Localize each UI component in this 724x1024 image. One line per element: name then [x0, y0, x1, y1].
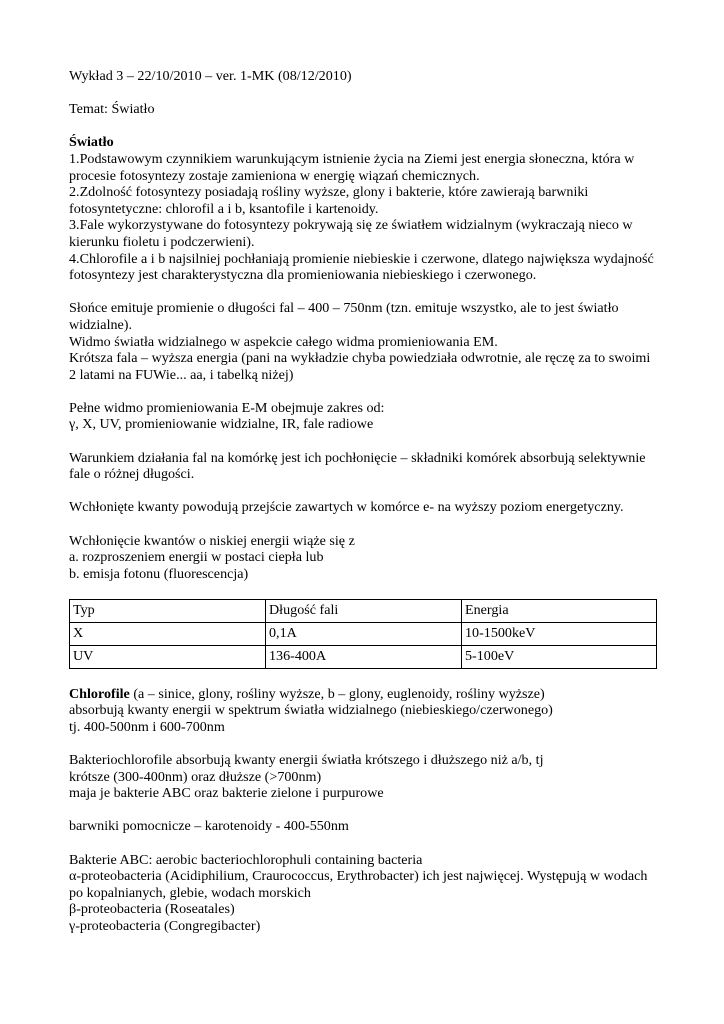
chlorophyll-line-3: tj. 400-500nm i 600-700nm: [69, 718, 225, 735]
low-energy-line-2: a. rozproszeniem energii w postaci ciepła lub: [69, 549, 324, 566]
chlorophyll-line-2: absorbują kwanty energii w spektrum światła widzialnego (niebieskiego/czerwonego): [69, 702, 553, 719]
low-energy-line-3: b. emisja fotonu (fluorescencja): [69, 565, 249, 582]
table-header-row: [70, 600, 657, 623]
spectrum-line-1: Pełne widmo promieniowania E-M obejmuje zakres od:: [69, 399, 385, 416]
abc-line-3: β-proteobacteria (Roseatales): [69, 901, 235, 918]
table-cell: X: [70, 623, 266, 646]
lecture-header: Wykład 3 – 22/10/2010 – ver. 1-MK (08/12/2010): [69, 68, 352, 84]
absorption-paragraph: Warunkiem działania fal na komórkę jest ich pochłonięcie – składniki komórek absorbują selektywnie fale o różnej długości.: [69, 449, 646, 483]
radiation-table: [69, 599, 657, 669]
topic-line: Temat: Światło: [69, 101, 155, 118]
chlorophyll-description: (a – sinice, glony, rośliny wyższe, b – glony, euglenoidy, rośliny wyższe): [129, 685, 545, 702]
low-energy-line-1: Wchłonięcie kwantów o niskiej energii wiąże się z: [69, 532, 355, 549]
table-header-cell: Energia: [462, 600, 657, 623]
abc-line-4: γ-proteobacteria (Congregibacter): [69, 917, 261, 934]
bacteriochlorophyll-line-2: krótsze (300-400nm) oraz dłuższe (>700nm): [69, 768, 322, 785]
sun-line-3: Krótsza fala – wyższa energia (pani na wykładzie chyba powiedziała odwrotnie, ale ręczę za to swoimi 2 latami na FUWie... aa, i tabelką niżej): [69, 350, 651, 383]
chlorophyll-term: Chlorofile: [69, 685, 130, 702]
point-4: 4.Chlorofile a i b najsilniej pochłaniają promienie niebieskie i czerwone, dlatego największa wydajność fotosyntezy jest charakterystyczna dla promieniowania niebieskiego i czerwonego.: [69, 250, 654, 284]
quanta-paragraph: Wchłonięte kwanty powodują przejście zawartych w komórce e- na wyższy poziom energetyczny.: [69, 499, 624, 516]
bacteriochlorophyll-line-3: maja je bakterie ABC oraz bakterie zielone i purpurowe: [69, 785, 384, 802]
table-header-cell: Typ: [70, 600, 266, 623]
point-1: 1.Podstawowym czynnikiem warunkującym istnienie życia na Ziemi jest energia słoneczna, która w procesie fotosyntezy zostaje zamieniona w energię wiązań chemicznych.: [69, 150, 635, 184]
abc-line-1: Bakterie ABC: aerobic bacteriochlorophuli containing bacteria: [69, 851, 423, 868]
chlorophyll-line-1: [69, 686, 660, 703]
spectrum-line-2: γ, X, UV, promieniowanie widzialne, IR, fale radiowe: [69, 416, 374, 433]
point-2: 2.Zdolność fotosyntezy posiadają rośliny wyższe, glony i bakterie, które zawierają barwniki fotosyntetyczne: chlorofil a i b, ksantofile i kartenoidy.: [69, 184, 589, 217]
table-cell: UV: [70, 646, 266, 669]
bacteriochlorophyll-line-1: Bakteriochlorofile absorbują kwanty energii światła krótszego i dłuższego niż a/b, tj: [69, 751, 544, 768]
table-cell: 0,1A: [266, 623, 462, 646]
section-title: Światło: [69, 134, 114, 151]
table-cell: 5-100eV: [462, 646, 657, 669]
auxiliary-pigments: barwniki pomocnicze – karotenoidy - 400-550nm: [69, 818, 349, 835]
table-row: [70, 646, 657, 669]
table-cell: 136-400A: [266, 646, 462, 669]
table-header-cell: Długość fali: [266, 600, 462, 623]
sun-line-1: Słońce emituje promienie o długości fal – 400 – 750nm (tzn. emituje wszystko, ale to jest światło widzialne).: [69, 300, 619, 333]
sun-line-2: Widmo światła widzialnego w aspekcie całego widma promieniowania EM.: [69, 333, 498, 350]
point-3: 3.Fale wykorzystywane do fotosyntezy pokrywają się ze światłem widzialnym (wykraczają nieco w kierunku fioletu i podczerwieni).: [69, 217, 633, 250]
table-cell: 10-1500keV: [462, 623, 657, 646]
table-row: [70, 623, 657, 646]
abc-line-2: α-proteobacteria (Acidiphilium, Craurococcus, Erythrobacter) ich jest najwięcej. Występują w wodach po kopalnianych, glebie, wodach morskich: [69, 868, 648, 901]
